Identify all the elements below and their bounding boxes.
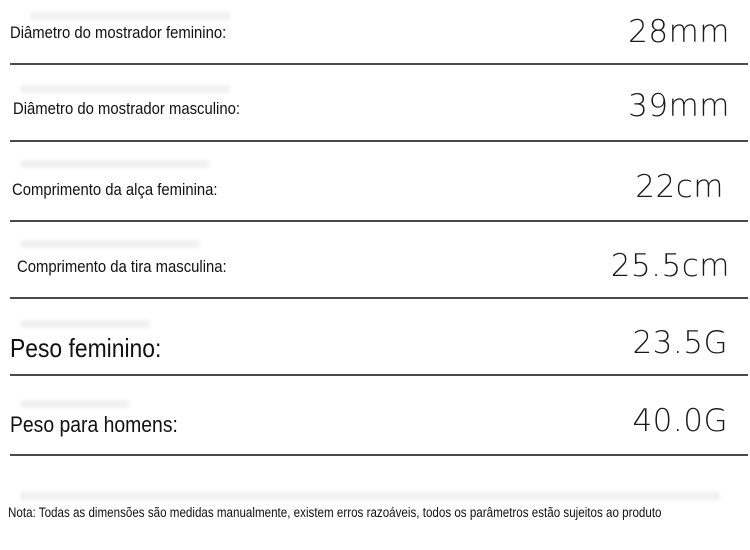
spec-row-female-dial <box>10 0 748 65</box>
spec-row-female-strap <box>10 142 748 222</box>
spec-row-male-weight <box>10 376 748 456</box>
spec-label: Comprimento da alça feminina: <box>12 181 218 199</box>
spec-label: Comprimento da tira masculina: <box>17 258 227 276</box>
spec-row-male-strap <box>10 222 748 299</box>
disclaimer-note: Nota: Todas as dimensões são medidas manualmente, existem erros razoáveis, todos os parâmetros estão sujeitos ao produto <box>8 505 662 520</box>
ghost-blur <box>20 492 720 500</box>
spec-value: 40.0G <box>632 403 728 439</box>
spec-value: 39mm <box>628 88 730 124</box>
spec-value: 28mm <box>628 14 730 50</box>
spec-label: Diâmetro do mostrador feminino: <box>10 24 227 42</box>
spec-value: 23.5G <box>632 325 728 361</box>
spec-row-female-weight <box>10 299 748 376</box>
spec-label: Diâmetro do mostrador masculino: <box>13 100 240 118</box>
spec-value: 25.5cm <box>610 248 730 284</box>
spec-row-male-dial <box>10 65 748 142</box>
spec-value: 22cm <box>635 169 724 205</box>
spec-label: Peso para homens: <box>10 412 178 437</box>
spec-label: Peso feminino: <box>10 333 162 363</box>
